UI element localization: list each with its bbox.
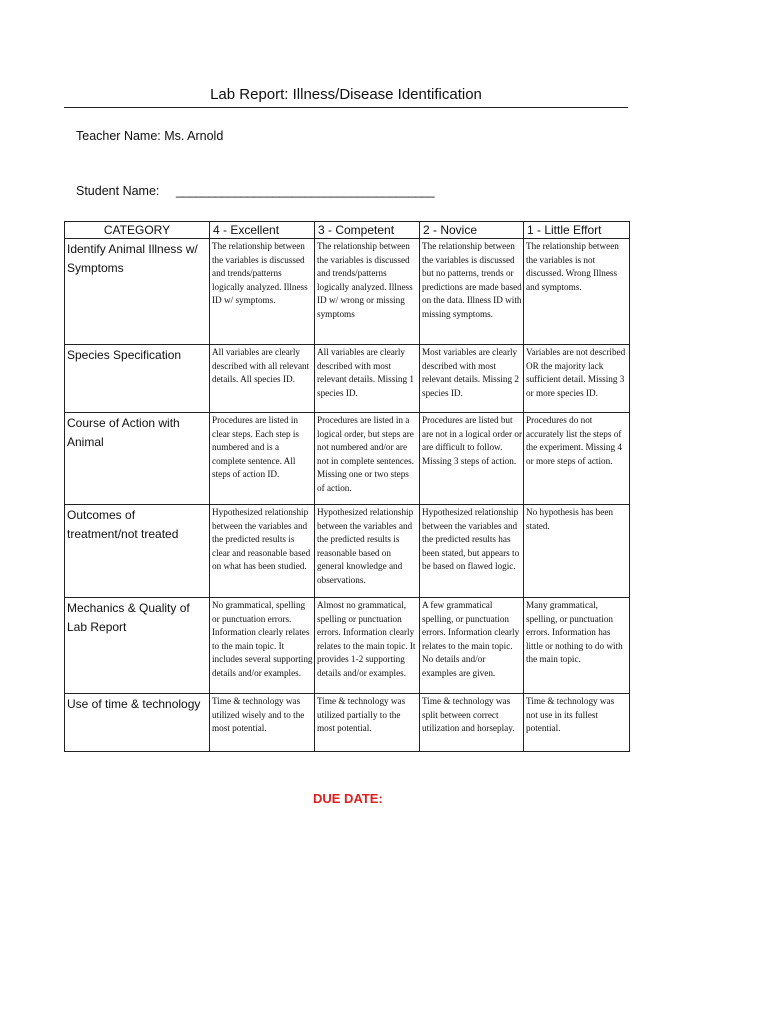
table-row <box>65 598 630 694</box>
rubric-cell: All variables are clearly described with most relevant details. Missing 1 species ID. <box>315 345 420 413</box>
table-row <box>65 505 630 598</box>
header-competent: 3 - Competent <box>315 222 420 239</box>
rubric-cell: Procedures do not accurately list the steps of the experiment. Missing 4 or more steps of action. <box>524 413 630 505</box>
rubric-cell: Many grammatical, spelling, or punctuation errors. Information has little or nothing to do with the main topic. <box>524 598 630 694</box>
rubric-cell: Procedures are listed in a logical order, but steps are not numbered and/or are not in complete sentences. Missing one or two steps of action. <box>315 413 420 505</box>
header-little-effort: 1 - Little Effort <box>524 222 630 239</box>
due-date-label: DUE DATE: <box>313 791 383 806</box>
row-category: Outcomes of treatment/not treated <box>65 505 210 598</box>
student-name-label: Student Name: <box>76 184 160 198</box>
rubric-cell: Time & technology was not use in its fullest potential. <box>524 694 630 752</box>
rubric-table <box>64 221 630 752</box>
table-row <box>65 345 630 413</box>
rubric-cell: Time & technology was utilized wisely and to the most potential. <box>210 694 315 752</box>
header-novice: 2 - Novice <box>420 222 524 239</box>
teacher-name: Teacher Name: Ms. Arnold <box>76 129 224 143</box>
rubric-cell: The relationship between the variables is discussed and trends/patterns logically analyzed. Illness ID w/ symptoms. <box>210 239 315 345</box>
rubric-cell: No grammatical, spelling or punctuation errors. Information clearly relates to the main topic. It includes several supporting details and/or examples. <box>210 598 315 694</box>
rubric-cell: Hypothesized relationship between the variables and the predicted results is reasonable based on general knowledge and observations. <box>315 505 420 598</box>
rubric-cell: Procedures are listed in clear steps. Each step is numbered and is a complete sentence. All steps of action ID. <box>210 413 315 505</box>
table-row <box>65 239 630 345</box>
header-category: CATEGORY <box>65 222 210 239</box>
rubric-cell: Hypothesized relationship between the variables and the predicted results is clear and reasonable based on what has been studied. <box>210 505 315 598</box>
row-category: Course of Action with Animal <box>65 413 210 505</box>
table-row <box>65 694 630 752</box>
page-title: Lab Report: Illness/Disease Identification <box>210 86 482 103</box>
rubric-cell: Variables are not described OR the majority lack sufficient detail. Missing 3 or more species ID. <box>524 345 630 413</box>
table-row <box>65 413 630 505</box>
rubric-cell: No hypothesis has been stated. <box>524 505 630 598</box>
header-excellent: 4 - Excellent <box>210 222 315 239</box>
header-row <box>65 222 630 239</box>
rubric-cell: Time & technology was split between correct utilization and horseplay. <box>420 694 524 752</box>
row-category: Mechanics & Quality of Lab Report <box>65 598 210 694</box>
rubric-cell: Most variables are clearly described with most relevant details. Missing 2 species ID. <box>420 345 524 413</box>
rubric-cell: The relationship between the variables is discussed and trends/patterns logically analyzed. Illness ID w/ wrong or missing symptoms <box>315 239 420 345</box>
rubric-cell: Time & technology was utilized partially to the most potential. <box>315 694 420 752</box>
row-category: Species Specification <box>65 345 210 413</box>
student-name-blank: ________________________________________ <box>176 184 435 198</box>
rubric-cell: Procedures are listed but are not in a logical order or are difficult to follow. Missing 3 steps of action. <box>420 413 524 505</box>
rubric-cell: All variables are clearly described with all relevant details. All species ID. <box>210 345 315 413</box>
rubric-cell: The relationship between the variables is not discussed. Wrong Illness and symptoms. <box>524 239 630 345</box>
rubric-cell: The relationship between the variables is discussed but no patterns, trends or predictions are made based on the data. Illness ID with missing symptoms. <box>420 239 524 345</box>
row-category: Identify Animal Illness w/ Symptoms <box>65 239 210 345</box>
rubric-cell: Almost no grammatical, spelling or punctuation errors. Information clearly relates to the main topic. It provides 1-2 supporting details and/or examples. <box>315 598 420 694</box>
rubric-cell: Hypothesized relationship between the variables and the predicted results has been stated, but appears to be based on flawed logic. <box>420 505 524 598</box>
title-underline <box>64 107 628 108</box>
rubric-cell: A few grammatical spelling, or punctuation errors. Information clearly relates to the main topic. No details and/or examples are given. <box>420 598 524 694</box>
row-category: Use of time & technology <box>65 694 210 752</box>
